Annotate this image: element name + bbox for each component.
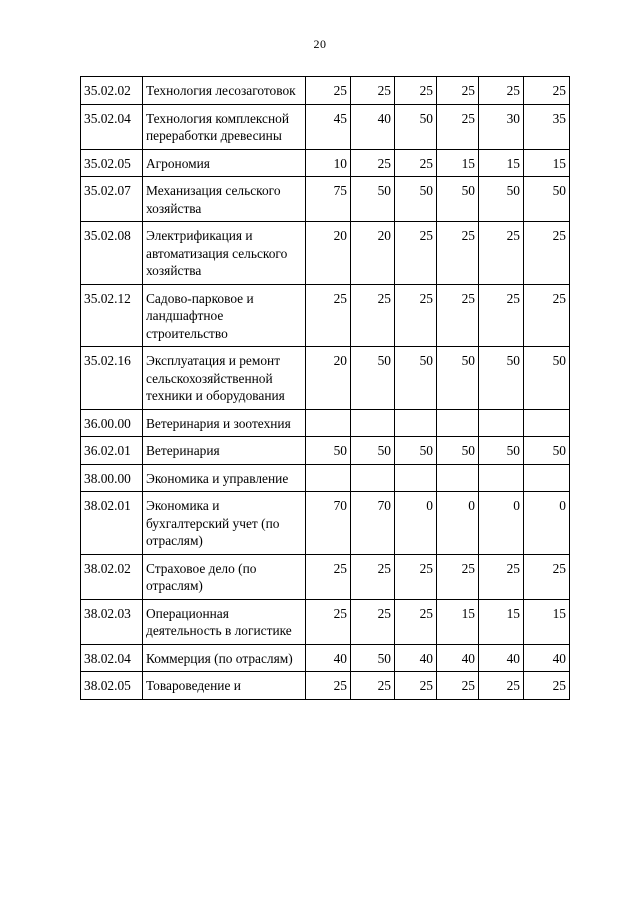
value-cell-4: 15 (437, 149, 479, 177)
value-cell-4: 25 (437, 104, 479, 149)
value-cell-1: 10 (306, 149, 351, 177)
value-cell-1: 70 (306, 492, 351, 555)
value-cell-1: 25 (306, 77, 351, 105)
value-cell-3: 25 (395, 672, 437, 700)
value-cell-6: 25 (524, 284, 570, 347)
specialties-table (80, 76, 570, 700)
value-cell-3: 40 (395, 644, 437, 672)
table-row (81, 347, 570, 410)
specialty-name-cell: Технология комплексной переработки древесины (143, 104, 306, 149)
value-cell-1 (306, 409, 351, 437)
value-cell-5: 0 (479, 492, 524, 555)
value-cell-5: 40 (479, 644, 524, 672)
value-cell-1: 50 (306, 437, 351, 465)
page-number: 20 (313, 37, 327, 51)
specialty-code-cell: 35.02.08 (81, 222, 143, 285)
table-row (81, 599, 570, 644)
value-cell-2: 50 (351, 347, 395, 410)
value-cell-2: 25 (351, 672, 395, 700)
value-cell-1: 25 (306, 284, 351, 347)
specialty-code-cell: 38.02.04 (81, 644, 143, 672)
value-cell-4: 25 (437, 222, 479, 285)
value-cell-2: 70 (351, 492, 395, 555)
specialty-code-cell: 35.02.12 (81, 284, 143, 347)
value-cell-4: 0 (437, 492, 479, 555)
value-cell-3: 25 (395, 554, 437, 599)
value-cell-6: 50 (524, 437, 570, 465)
specialty-code-cell: 35.02.04 (81, 104, 143, 149)
specialty-code-cell: 35.02.07 (81, 177, 143, 222)
table-body (81, 77, 570, 700)
value-cell-6: 0 (524, 492, 570, 555)
value-cell-5: 25 (479, 672, 524, 700)
value-cell-2 (351, 409, 395, 437)
specialty-code-cell: 36.02.01 (81, 437, 143, 465)
value-cell-1: 20 (306, 347, 351, 410)
value-cell-5: 15 (479, 149, 524, 177)
specialty-code-cell: 35.02.02 (81, 77, 143, 105)
value-cell-1: 25 (306, 554, 351, 599)
specialty-code-cell: 36.00.00 (81, 409, 143, 437)
value-cell-2 (351, 464, 395, 492)
specialty-code-cell: 38.00.00 (81, 464, 143, 492)
value-cell-1: 45 (306, 104, 351, 149)
value-cell-1: 25 (306, 599, 351, 644)
value-cell-5: 50 (479, 437, 524, 465)
table-row (81, 554, 570, 599)
table-row (81, 104, 570, 149)
value-cell-4 (437, 409, 479, 437)
table-row (81, 222, 570, 285)
value-cell-5 (479, 464, 524, 492)
value-cell-4: 15 (437, 599, 479, 644)
value-cell-5: 50 (479, 177, 524, 222)
specialty-name-cell: Товароведение и (143, 672, 306, 700)
table-row (81, 492, 570, 555)
value-cell-5: 25 (479, 554, 524, 599)
value-cell-5: 25 (479, 222, 524, 285)
value-cell-3: 50 (395, 177, 437, 222)
specialty-name-cell: Операционная деятельность в логистике (143, 599, 306, 644)
value-cell-2: 25 (351, 554, 395, 599)
value-cell-1: 25 (306, 672, 351, 700)
value-cell-6: 15 (524, 149, 570, 177)
value-cell-6: 35 (524, 104, 570, 149)
value-cell-4: 25 (437, 284, 479, 347)
table-row (81, 177, 570, 222)
value-cell-2: 50 (351, 177, 395, 222)
specialty-code-cell: 38.02.05 (81, 672, 143, 700)
value-cell-2: 25 (351, 284, 395, 347)
table-row (81, 77, 570, 105)
value-cell-6: 15 (524, 599, 570, 644)
value-cell-6: 25 (524, 77, 570, 105)
value-cell-3 (395, 464, 437, 492)
value-cell-1 (306, 464, 351, 492)
value-cell-3 (395, 409, 437, 437)
value-cell-2: 25 (351, 149, 395, 177)
specialty-name-cell: Механизация сельского хозяйства (143, 177, 306, 222)
value-cell-3: 25 (395, 284, 437, 347)
value-cell-1: 20 (306, 222, 351, 285)
value-cell-3: 50 (395, 437, 437, 465)
value-cell-6 (524, 464, 570, 492)
table-row (81, 149, 570, 177)
value-cell-6: 40 (524, 644, 570, 672)
value-cell-6: 25 (524, 222, 570, 285)
specialty-name-cell: Технология лесозаготовок (143, 77, 306, 105)
value-cell-5 (479, 409, 524, 437)
value-cell-3: 50 (395, 104, 437, 149)
value-cell-5: 50 (479, 347, 524, 410)
value-cell-2: 25 (351, 599, 395, 644)
value-cell-2: 40 (351, 104, 395, 149)
value-cell-4: 50 (437, 177, 479, 222)
value-cell-4: 25 (437, 77, 479, 105)
value-cell-6: 25 (524, 554, 570, 599)
value-cell-4: 25 (437, 554, 479, 599)
specialty-code-cell: 35.02.16 (81, 347, 143, 410)
specialty-name-cell: Садово-парковое и ландшафтное строительство (143, 284, 306, 347)
value-cell-6: 25 (524, 672, 570, 700)
table-row (81, 437, 570, 465)
specialty-code-cell: 38.02.03 (81, 599, 143, 644)
specialty-name-cell: Страховое дело (по отраслям) (143, 554, 306, 599)
value-cell-1: 40 (306, 644, 351, 672)
value-cell-6: 50 (524, 177, 570, 222)
table-row (81, 409, 570, 437)
table-row (81, 644, 570, 672)
value-cell-5: 30 (479, 104, 524, 149)
specialty-code-cell: 38.02.01 (81, 492, 143, 555)
specialty-name-cell: Ветеринария и зоотехния (143, 409, 306, 437)
specialty-name-cell: Коммерция (по отраслям) (143, 644, 306, 672)
value-cell-4: 50 (437, 437, 479, 465)
value-cell-5: 15 (479, 599, 524, 644)
value-cell-6 (524, 409, 570, 437)
value-cell-3: 25 (395, 77, 437, 105)
specialty-name-cell: Агрономия (143, 149, 306, 177)
specialty-name-cell: Экономика и управление (143, 464, 306, 492)
value-cell-4 (437, 464, 479, 492)
value-cell-4: 50 (437, 347, 479, 410)
table-row (81, 284, 570, 347)
specialty-name-cell: Ветеринария (143, 437, 306, 465)
specialty-name-cell: Экономика и бухгалтерский учет (по отраслям) (143, 492, 306, 555)
value-cell-4: 25 (437, 672, 479, 700)
value-cell-6: 50 (524, 347, 570, 410)
value-cell-3: 0 (395, 492, 437, 555)
value-cell-1: 75 (306, 177, 351, 222)
value-cell-2: 20 (351, 222, 395, 285)
value-cell-2: 25 (351, 77, 395, 105)
value-cell-2: 50 (351, 644, 395, 672)
value-cell-3: 25 (395, 149, 437, 177)
table-row (81, 464, 570, 492)
value-cell-3: 25 (395, 599, 437, 644)
value-cell-4: 40 (437, 644, 479, 672)
specialty-code-cell: 38.02.02 (81, 554, 143, 599)
value-cell-2: 50 (351, 437, 395, 465)
value-cell-5: 25 (479, 77, 524, 105)
specialty-code-cell: 35.02.05 (81, 149, 143, 177)
value-cell-3: 25 (395, 222, 437, 285)
value-cell-3: 50 (395, 347, 437, 410)
specialty-name-cell: Электрификация и автоматизация сельского хозяйства (143, 222, 306, 285)
table-row (81, 672, 570, 700)
value-cell-5: 25 (479, 284, 524, 347)
specialty-name-cell: Эксплуатация и ремонт сельскохозяйственной техники и оборудования (143, 347, 306, 410)
